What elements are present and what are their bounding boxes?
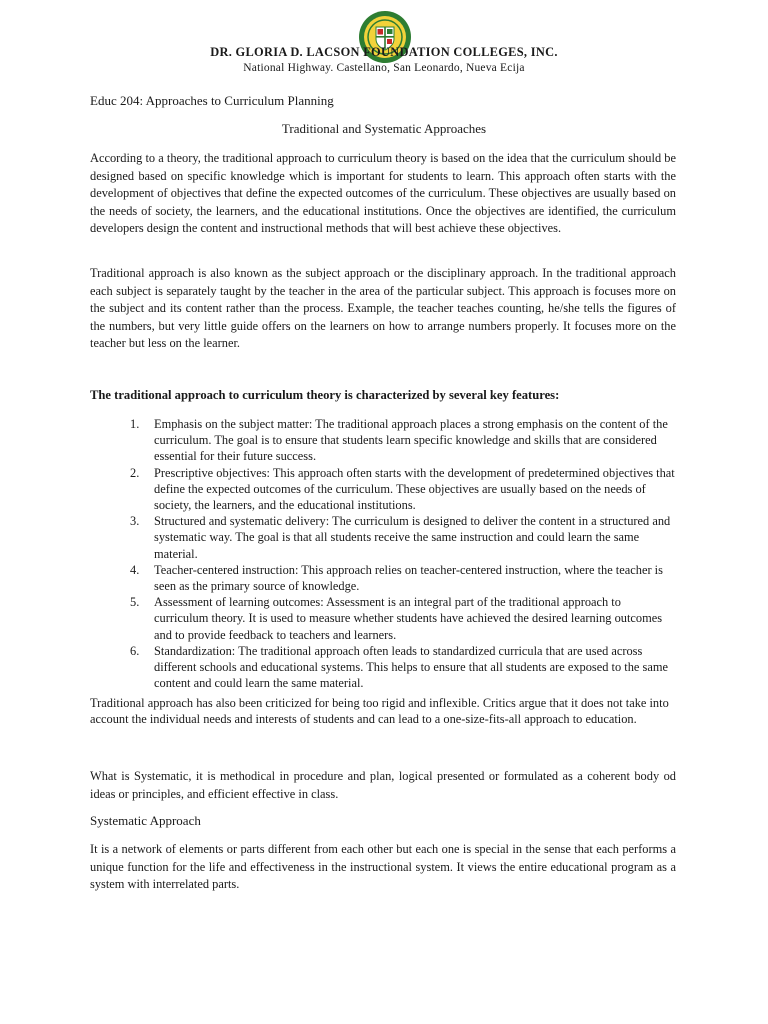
list-text: Structured and systematic delivery: The curriculum is designed to deliver the content in a structured and systematic way. The goal is that all students receive the same instruction and could learn the same material. <box>154 514 671 561</box>
paragraph-subject-approach: Traditional approach is also known as the subject approach or the disciplinary approach. In the traditional approach each subject is separately taught by the teacher in the area of the particular subject. This approach is focuses more on the subject and its content rather than the process. Example, the teacher teaches counting, he/she tells the figures of the numbers, but very little guide offers on the learners on how to arrange numbers properly. It focuses more on the teacher but less on the learner. <box>90 266 676 351</box>
seal-shield-quarter <box>387 39 392 44</box>
list-number: 6. <box>130 643 140 658</box>
list-text: Teacher-centered instruction: This approach relies on teacher-centered instruction, where the teacher is seen as the primary source of knowledge. <box>154 562 663 594</box>
document-title: Traditional and Systematic Approaches <box>281 121 487 136</box>
seal-shield-book <box>387 29 393 34</box>
institution-address: National Highway. Castellano, San Leonardo, Nueva Ecija <box>243 62 525 74</box>
list-item <box>130 643 678 692</box>
systematic-approach-heading: Systematic Approach <box>90 813 201 828</box>
list-item <box>130 416 678 465</box>
features-heading: The traditional approach to curriculum theory is characterized by several key features: <box>90 388 560 402</box>
list-item <box>130 562 678 594</box>
list-number: 4. <box>130 562 140 577</box>
list-text: Assessment of learning outcomes: Assessment is an integral part of the traditional approach to curriculum theory. It is used to measure whether students have achieved the desired learning outcomes and to provide feedback to teachers and learners. <box>154 595 663 642</box>
institution-name: DR. GLORIA D. LACSON FOUNDATION COLLEGES, INC. <box>210 45 558 59</box>
list-text: Standardization: The traditional approach often leads to standardized curricula that are used across different schools and educational systems. This helps to ensure that all students are exposed to the same content and could learn the same material. <box>154 643 668 691</box>
list-item <box>130 513 678 562</box>
seal-shield-quarter <box>378 29 384 35</box>
list-item <box>130 594 678 643</box>
list-text: Prescriptive objectives: This approach often starts with the development of predetermined objectives that define the expected outcomes of the curriculum. These objectives are usually based on the needs of society, the learners, and the educational institutions. <box>154 465 675 513</box>
paragraph-systematic-definition: What is Systematic, it is methodical in procedure and plan, logical presented or formulated as a coherent body od ideas or principles, and efficient effective in class. <box>90 769 676 801</box>
list-item <box>130 465 678 514</box>
list-number: 5. <box>130 595 140 610</box>
list-number: 1. <box>130 417 140 431</box>
features-list <box>130 416 678 691</box>
list-number: 3. <box>130 514 140 529</box>
course-title: Educ 204: Approaches to Curriculum Planning <box>90 93 334 108</box>
seal-shield-cross-h <box>376 36 394 38</box>
paragraph-criticism: Traditional approach has also been criticized for being too rigid and inflexible. Critics argue that it does not take into account the individual needs and interests of students and can lead to a one-size-fits-all approach to education. <box>90 696 669 727</box>
list-text: Emphasis on the subject matter: The traditional approach places a strong emphasis on the content of the curriculum. The goal is to ensure that students learn specific knowledge and skills that are considered essential for their future success. <box>154 417 668 464</box>
list-number: 2. <box>130 465 140 480</box>
paragraph-systematic-approach: It is a network of elements or parts different from each other but each one is special in the sense that each performs a unique function for the life and effectiveness in the instructional system. It views the entire educational program as a system with interrelated parts. <box>90 842 676 892</box>
paragraph-traditional-theory: According to a theory, the traditional approach to curriculum theory is based on the idea that the curriculum should be designed based on specific knowledge which is important for students to learn. This approach often starts with the development of objectives that define the expected outcomes of the curriculum. These objectives are usually based on the needs of society, the learners, and the educational institutions. Once the objectives are identified, the curriculum developers design the content and instructional methods that will best achieve these objectives. <box>90 151 676 236</box>
